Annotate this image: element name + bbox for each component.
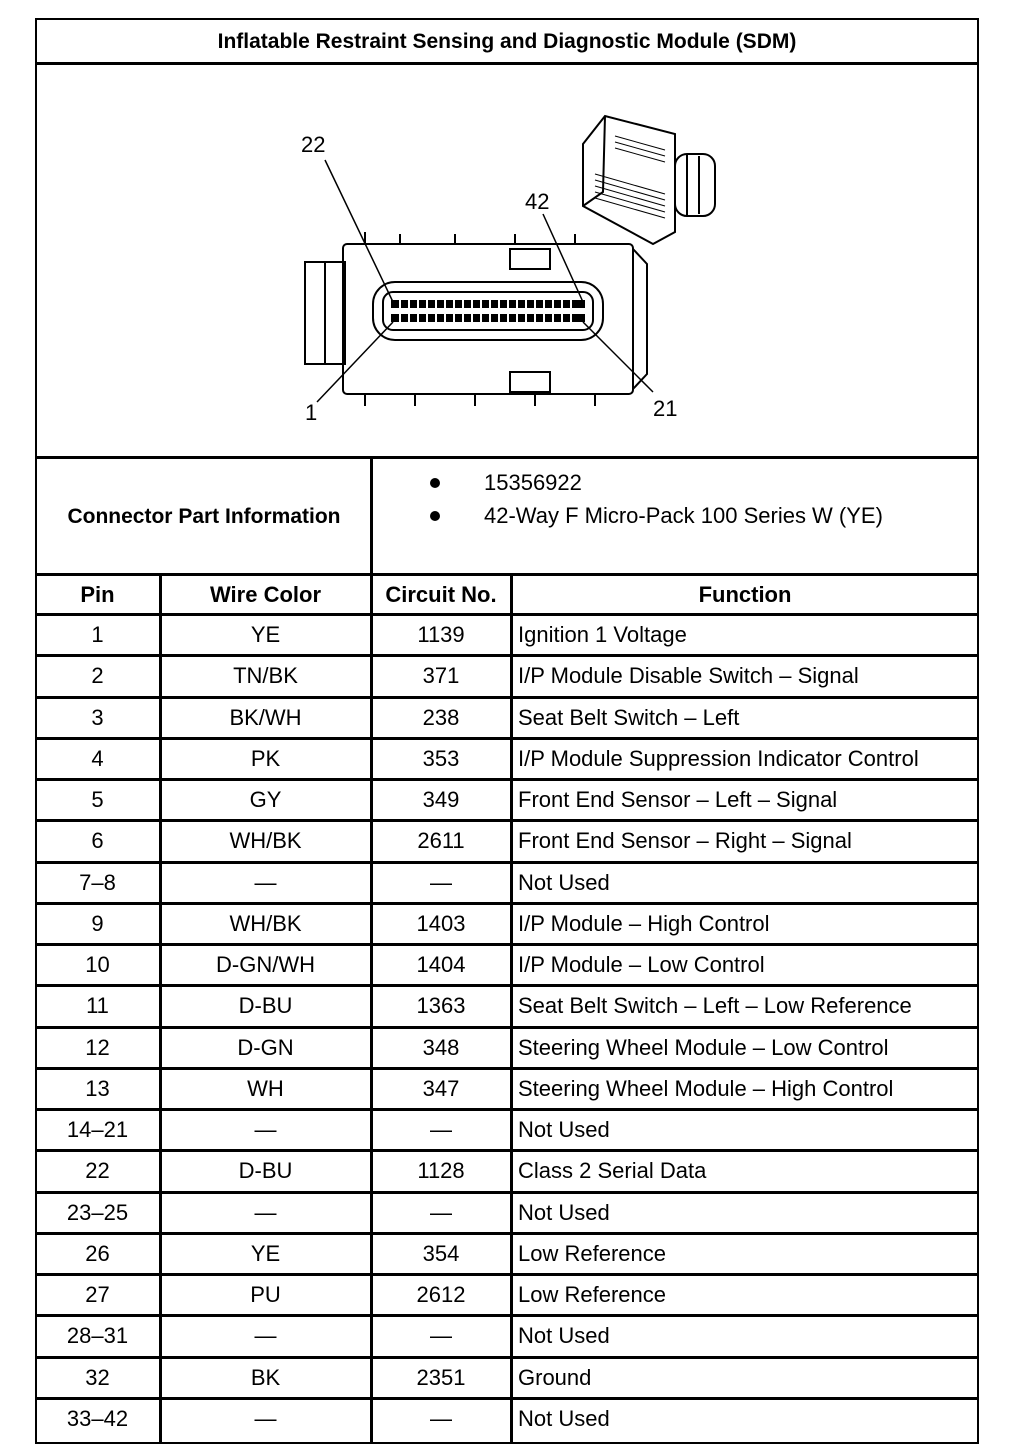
column-divider — [159, 574, 162, 1444]
row-divider — [35, 778, 979, 781]
wire-color-cell: PK — [250, 745, 281, 771]
pin-cell: 6 — [91, 828, 104, 854]
pin-cell: 9 — [91, 910, 104, 936]
pin-cell: 3 — [91, 704, 104, 730]
top-latch — [510, 249, 550, 269]
bullet-icon — [430, 511, 440, 521]
document-title: Inflatable Restraint Sensing and Diagnostic Module (SDM) — [217, 30, 797, 53]
circuit-cell: 348 — [422, 1034, 460, 1060]
header-circuit-no: Circuit No. — [385, 582, 497, 607]
connector-illustration — [35, 64, 979, 457]
perspective-pin-hatching — [595, 136, 665, 218]
pin-cell: 28–31 — [66, 1323, 129, 1349]
wire-color-cell: YE — [250, 1240, 281, 1266]
row-divider — [35, 1273, 979, 1276]
pin-cell: 7–8 — [79, 869, 116, 895]
function-cell: Seat Belt Switch – Left – Low Reference — [518, 993, 912, 1019]
pin-rows — [391, 300, 585, 322]
wire-color-cell: D-BU — [238, 1158, 293, 1184]
pin-cell: 32 — [85, 1364, 110, 1390]
row-divider — [35, 984, 979, 987]
wire-color-cell: D-GN/WH — [216, 952, 315, 978]
wire-color-cell: WH/BK — [229, 910, 302, 936]
circuit-cell: 2351 — [416, 1364, 466, 1390]
circuit-cell: 1139 — [417, 622, 465, 648]
circuit-cell: 1403 — [416, 910, 466, 936]
row-divider — [35, 819, 979, 822]
connector-info-item — [378, 470, 582, 496]
column-divider — [510, 574, 513, 1444]
pin-cell: 4 — [91, 745, 104, 771]
circuit-cell: 238 — [422, 704, 460, 730]
row-divider — [35, 1026, 979, 1029]
wire-color-cell: D-GN — [237, 1034, 294, 1060]
bottom-latch — [510, 372, 550, 392]
pin-cell: 23–25 — [66, 1199, 129, 1225]
row-divider — [35, 654, 979, 657]
row-divider — [35, 737, 979, 740]
wire-color-cell: — — [254, 1117, 277, 1143]
pin-cell: 26 — [85, 1240, 110, 1266]
pin-cell: 14–21 — [66, 1117, 129, 1143]
row-divider — [35, 1108, 979, 1111]
pin-cell: 12 — [85, 1034, 110, 1060]
function-cell: Not Used — [518, 1405, 610, 1431]
callout-21: 21 — [653, 396, 678, 421]
function-cell: Front End Sensor – Left – Signal — [518, 787, 838, 813]
wire-color-cell: — — [254, 1199, 277, 1225]
connector-info-divider — [370, 457, 373, 573]
pin-cell: 33–42 — [66, 1405, 129, 1431]
circuit-cell: 371 — [422, 663, 460, 689]
row-divider — [35, 1314, 979, 1317]
function-cell: Front End Sensor – Right – Signal — [518, 828, 852, 854]
bullet-icon — [430, 478, 440, 488]
connector-drawing — [35, 64, 979, 457]
connector-info-label: Connector Part Information — [67, 504, 341, 528]
row-divider — [35, 696, 979, 699]
wire-color-cell: BK — [250, 1364, 281, 1390]
circuit-cell: — — [430, 1117, 452, 1143]
wire-color-cell: BK/WH — [229, 704, 302, 730]
pin-cell: 5 — [91, 787, 104, 813]
callout-22: 22 — [301, 132, 326, 157]
pin-cell: 11 — [86, 993, 109, 1019]
row-divider — [35, 1232, 979, 1235]
wire-color-cell: PU — [250, 1282, 281, 1308]
circuit-cell: 349 — [422, 787, 460, 813]
row-divider — [35, 1356, 979, 1359]
row-divider — [35, 1191, 979, 1194]
function-cell: Not Used — [518, 1199, 610, 1225]
pin-cell: 13 — [85, 1075, 110, 1101]
circuit-cell: — — [430, 1199, 452, 1225]
pin-cell: 22 — [85, 1158, 110, 1184]
circuit-cell: 347 — [422, 1075, 460, 1101]
function-cell: Not Used — [518, 1323, 610, 1349]
wire-color-cell: WH/BK — [229, 828, 302, 854]
row-divider — [35, 613, 979, 616]
circuit-cell: 2612 — [416, 1282, 466, 1308]
callout-42: 42 — [525, 189, 550, 214]
function-cell: Steering Wheel Module – High Control — [518, 1075, 894, 1101]
function-cell: Low Reference — [518, 1282, 666, 1308]
circuit-cell: 354 — [422, 1240, 460, 1266]
header-function: Function — [698, 582, 792, 607]
wire-color-cell: GY — [249, 787, 282, 813]
pin-cell: 27 — [85, 1282, 110, 1308]
function-cell: I/P Module Suppression Indicator Control — [518, 745, 919, 771]
wire-color-cell: TN/BK — [233, 663, 298, 689]
row-divider — [35, 902, 979, 905]
column-divider — [370, 574, 373, 1444]
function-cell: Not Used — [518, 1117, 610, 1143]
wire-color-cell: — — [254, 869, 277, 895]
pin-cell: 10 — [85, 952, 110, 978]
row-divider — [35, 1397, 979, 1400]
row-divider — [35, 1067, 979, 1070]
connector-right-shoulder — [633, 249, 647, 389]
header-pin: Pin — [80, 582, 115, 607]
wire-color-cell: D-BU — [238, 993, 293, 1019]
function-cell: Steering Wheel Module – Low Control — [518, 1034, 889, 1060]
wire-color-cell: — — [254, 1405, 277, 1431]
function-cell: Ground — [518, 1364, 592, 1390]
circuit-cell: — — [430, 1405, 452, 1431]
function-cell: Low Reference — [518, 1240, 666, 1266]
wire-color-cell: — — [254, 1323, 277, 1349]
function-cell: Seat Belt Switch – Left — [518, 704, 740, 730]
function-cell: Ignition 1 Voltage — [518, 622, 687, 648]
connector-perspective-sketch — [583, 116, 715, 244]
circuit-cell: — — [430, 869, 452, 895]
row-divider — [35, 1149, 979, 1152]
circuit-cell: 1404 — [416, 952, 466, 978]
function-cell: I/P Module – High Control — [518, 910, 770, 936]
circuit-cell: 1128 — [417, 1158, 465, 1184]
circuit-cell: 1363 — [416, 993, 466, 1019]
wire-color-cell: YE — [250, 622, 281, 648]
function-cell: Class 2 Serial Data — [518, 1158, 707, 1184]
connector-info-item — [378, 503, 883, 529]
row-divider — [35, 943, 979, 946]
callout-1: 1 — [305, 400, 318, 425]
connector-description: 42-Way F Micro-Pack 100 Series W (YE) — [484, 503, 883, 528]
function-cell: I/P Module Disable Switch – Signal — [518, 663, 859, 689]
circuit-cell: 2611 — [417, 828, 465, 854]
pin-cell: 1 — [91, 622, 104, 648]
circuit-cell: — — [430, 1323, 452, 1349]
header-wire-color: Wire Color — [209, 582, 322, 607]
pin-cell: 2 — [91, 663, 104, 689]
function-cell: Not Used — [518, 869, 610, 895]
connector-part-number: 15356922 — [484, 470, 582, 495]
inner-shroud — [373, 282, 603, 340]
function-cell: I/P Module – Low Control — [518, 952, 765, 978]
circuit-cell: 353 — [422, 745, 460, 771]
wire-color-cell: WH — [247, 1075, 284, 1101]
drawing-divider — [35, 456, 979, 459]
row-divider — [35, 861, 979, 864]
